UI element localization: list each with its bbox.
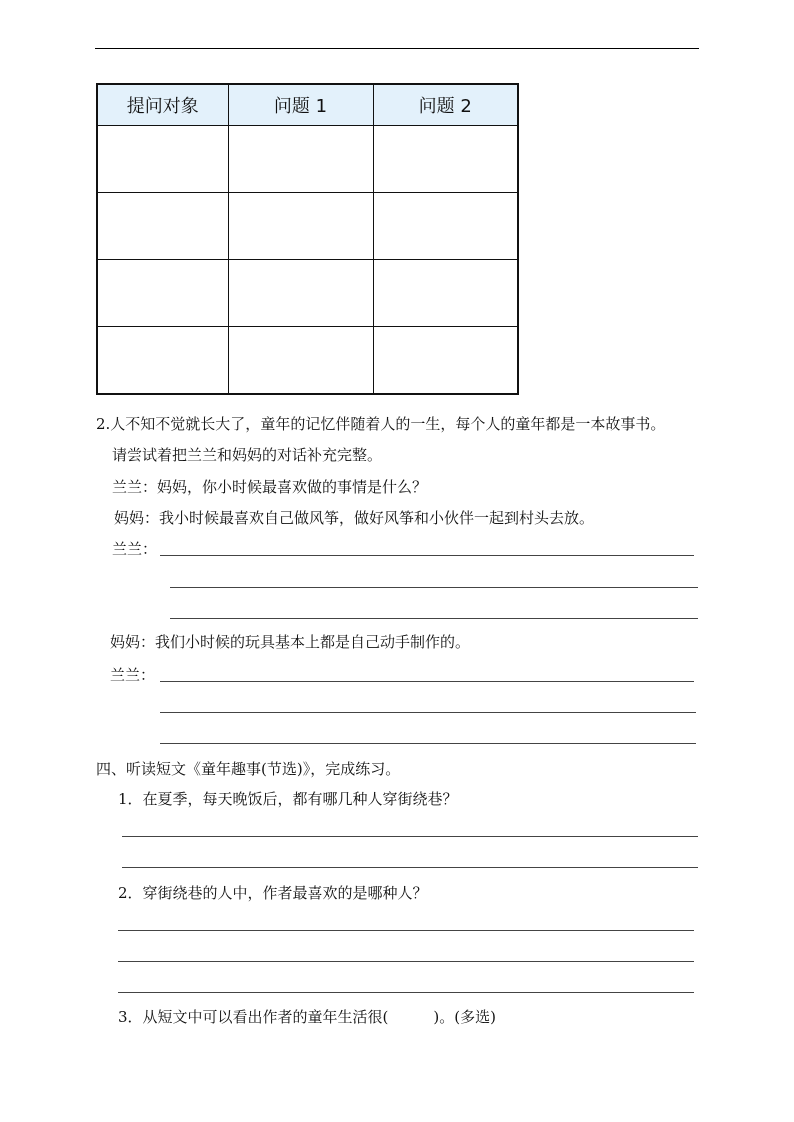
header-rule	[95, 48, 699, 49]
answer-line[interactable]	[170, 587, 698, 588]
table-row	[97, 193, 518, 260]
answer-cell[interactable]	[228, 327, 373, 395]
answer-cell[interactable]	[228, 260, 373, 327]
answer-line[interactable]	[118, 992, 694, 993]
table-row	[97, 126, 518, 193]
answer-line[interactable]	[122, 836, 698, 837]
table-header-cell: 提问对象	[97, 84, 228, 126]
answer-cell[interactable]	[97, 193, 228, 260]
answer-cell[interactable]	[97, 327, 228, 395]
table-row	[97, 260, 518, 327]
section4-title: 四、听读短文《童年趣事(节选)》，完成练习。	[96, 760, 401, 778]
answer-line[interactable]	[160, 743, 696, 744]
survey-table	[96, 83, 519, 395]
section4-q1: 1．在夏季，每天晚饭后，都有哪几种人穿街绕巷？	[118, 790, 458, 808]
speaker-lanlan-label: 兰兰：	[110, 666, 156, 684]
answer-line[interactable]	[160, 555, 694, 556]
answer-line[interactable]	[160, 712, 696, 713]
section4-q3: 3．从短文中可以看出作者的童年生活很( )。(多选)	[118, 1008, 496, 1026]
table-header-cell: 问题 2	[373, 84, 518, 126]
table-header-cell: 问题 1	[228, 84, 373, 126]
answer-cell[interactable]	[97, 260, 228, 327]
answer-line[interactable]	[118, 930, 694, 931]
section4-q2: 2．穿街绕巷的人中，作者最喜欢的是哪种人？	[118, 884, 428, 902]
answer-line[interactable]	[118, 961, 694, 962]
table-header-row	[97, 84, 518, 126]
speaker-lanlan-label: 兰兰：	[112, 540, 158, 558]
dialogue-lanlan-question: 兰兰：妈妈，你小时候最喜欢做的事情是什么？	[112, 478, 428, 496]
answer-cell[interactable]	[373, 126, 518, 193]
q2-intro-line1: 2.人不知不觉就长大了，童年的记忆伴随着人的一生，每个人的童年都是一本故事书。	[96, 415, 666, 433]
answer-cell[interactable]	[228, 126, 373, 193]
table-row	[97, 327, 518, 395]
q2-intro-line2: 请尝试着把兰兰和妈妈的对话补充完整。	[112, 446, 383, 464]
answer-line[interactable]	[170, 618, 698, 619]
answer-cell[interactable]	[97, 126, 228, 193]
answer-line[interactable]	[160, 681, 694, 682]
answer-cell[interactable]	[373, 260, 518, 327]
answer-cell[interactable]	[373, 327, 518, 395]
answer-line[interactable]	[122, 867, 698, 868]
dialogue-mama-toys: 妈妈：我们小时候的玩具基本上都是自己动手制作的。	[110, 633, 471, 651]
answer-cell[interactable]	[373, 193, 518, 260]
answer-cell[interactable]	[228, 193, 373, 260]
dialogue-mama-answer: 妈妈：我小时候最喜欢自己做风筝，做好风筝和小伙伴一起到村头去放。	[114, 509, 595, 527]
